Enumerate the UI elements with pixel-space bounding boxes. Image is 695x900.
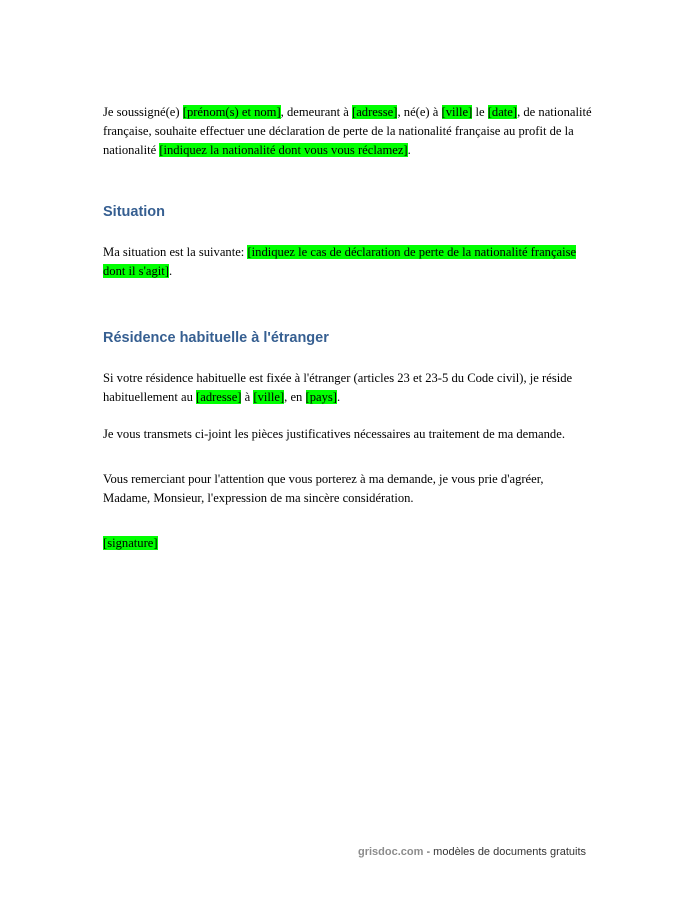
footer-tagline: - modèles de documents gratuits <box>423 846 587 858</box>
residence-text-2: à <box>241 390 254 404</box>
intro-paragraph <box>103 103 593 160</box>
residence-text-4: . <box>336 390 341 404</box>
situation-heading: Situation <box>103 204 166 220</box>
birth-city-placeholder[interactable]: [ville] <box>441 105 473 119</box>
transmit-paragraph: Je vous transmets ci-joint les pièces justificatives nécessaires au traitement de ma demande. <box>103 427 565 441</box>
birth-date-placeholder[interactable]: [date] <box>487 105 518 119</box>
intro-text-5: , de nationalité française, souhaite effectuer une déclaration de perte de la nationalité française au profit de la nationalité <box>103 105 592 157</box>
letter-body <box>103 103 593 553</box>
signature-paragraph <box>103 534 593 553</box>
residence-text-3: , en <box>284 390 306 404</box>
case-placeholder[interactable]: [indiquez le cas de déclaration de perte de la nationalité française dont il s'agit] <box>103 245 577 278</box>
residence-heading: Résidence habituelle à l'étranger <box>103 330 329 346</box>
closing-paragraph: Vous remerciant pour l'attention que vous porterez à ma demande, je vous prie d'agréer, Madame, Monsieur, l'expression de ma sincère considération. <box>103 472 544 505</box>
name-placeholder[interactable]: [prénom(s) et nom] <box>182 105 281 119</box>
situation-text-1: Ma situation est la suivante: <box>103 245 248 259</box>
intro-text-1: Je soussigné(e) <box>103 105 183 119</box>
residence-city-placeholder[interactable]: [ville] <box>253 390 285 404</box>
situation-text-2: . <box>168 264 173 278</box>
residence-text-1: Si votre résidence habituelle est fixée à l'étranger (articles 23 et 23-5 du Code civil), je réside habituellement au <box>103 371 573 404</box>
footer-site-link[interactable]: grisdoc.com <box>358 846 424 858</box>
page-footer <box>358 846 586 858</box>
residence-address-placeholder[interactable]: [adresse] <box>196 390 242 404</box>
nationality-placeholder[interactable]: [indiquez la nationalité dont vous vous réclamez] <box>159 143 408 157</box>
signature-placeholder[interactable]: [signature] <box>103 536 158 550</box>
intro-text-6: . <box>407 143 411 157</box>
situation-paragraph <box>103 243 593 281</box>
residence-paragraph <box>103 369 593 407</box>
residence-country-placeholder[interactable]: [pays] <box>305 390 337 404</box>
intro-text-2: , demeurant à <box>280 105 353 119</box>
address-placeholder[interactable]: [adresse] <box>352 105 398 119</box>
intro-text-4: le <box>472 105 488 119</box>
intro-text-3: , né(e) à <box>397 105 442 119</box>
